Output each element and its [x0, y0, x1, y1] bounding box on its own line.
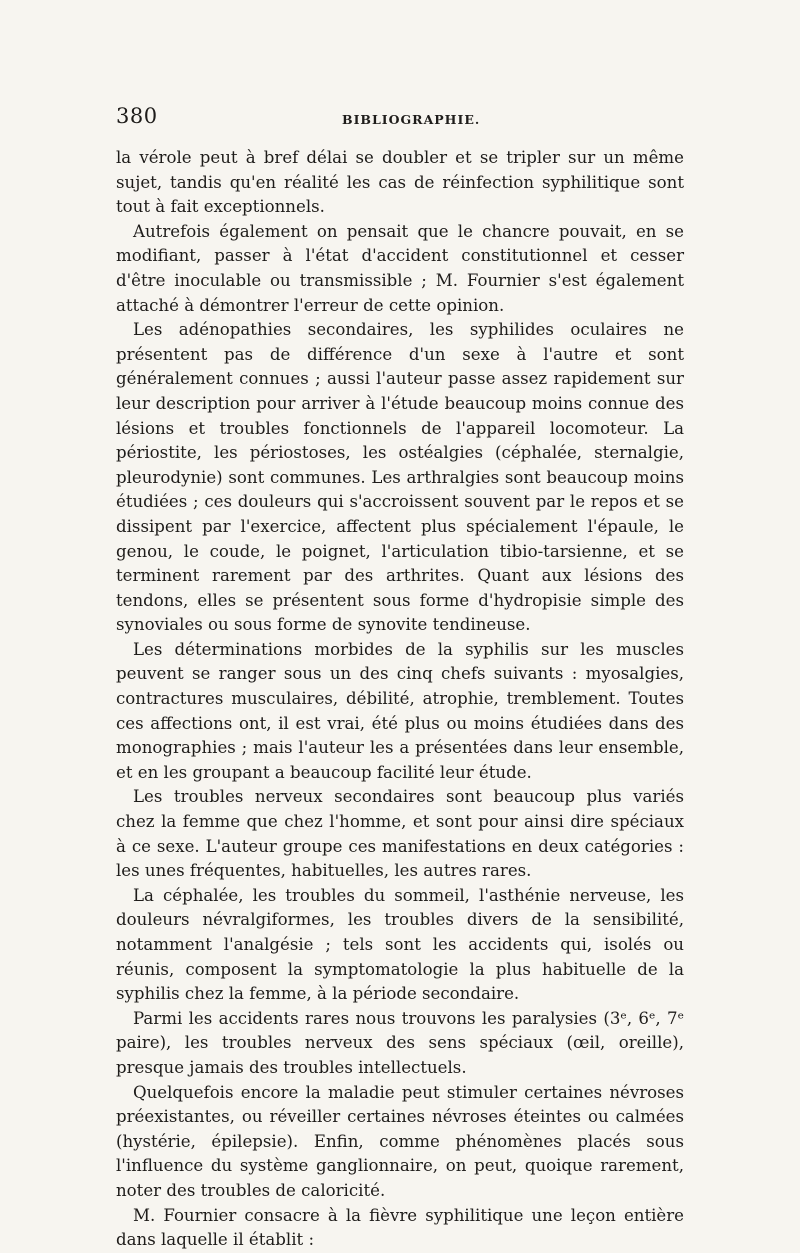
page-number: 380 — [116, 104, 158, 128]
paragraph: Les troubles nerveux secondaires sont beaucoup plus variés chez la femme que chez l'homme, et sont pour ainsi dire spéciaux à ce sexe. L'auteur groupe ces manifestations en deux catégories : les unes fréquentes, habituelles, les autres rares. — [116, 787, 684, 881]
paragraph-continuation: la vérole peut à bref délai se doubler et se tripler sur un même sujet, tandis qu'en réalité les cas de réinfection syphilitique sont tout à fait exceptionnels. — [116, 148, 684, 217]
paragraph: La céphalée, les troubles du sommeil, l'asthénie nerveuse, les douleurs névralgiformes, les troubles divers de la sensibilité, notamment l'analgésie ; tels sont les accidents qui, isolés ou réunis, composent la symptomatologie la plus habituelle de la syphilis chez la femme, à la période secondaire. — [116, 885, 684, 1004]
body-text — [116, 146, 684, 1253]
paragraph: Quelquefois encore la maladie peut stimuler certaines névroses préexistantes, ou réveiller certaines névroses éteintes ou calmées (hystérie, épilepsie). Enfin, comme phénomènes placés sous l'influence du système ganglionnaire, on peut, quoique rarement, noter des troubles de caloricité. — [116, 1082, 684, 1200]
paragraph: Parmi les accidents rares nous trouvons les paralysies (3ᵉ, 6ᵉ, 7ᵉ paire), les troubles nerveux des sens spéciaux (œil, oreille), presque jamais des troubles intellectuels. — [116, 1008, 684, 1077]
paragraph: M. Fournier consacre à la fièvre syphilitique une leçon entière dans laquelle il établit : — [116, 1205, 684, 1250]
paragraph: Les déterminations morbides de la syphilis sur les muscles peuvent se ranger sous un des cinq chefs suivants : myosalgies, contractures musculaires, débilité, atrophie, tremblement. Toutes ces affections ont, il est vrai, été plus ou moins étudiées dans des monographies ; mais l'auteur les a présentées dans leur ensemble, et en les groupant a beaucoup facilité leur étude. — [116, 639, 684, 782]
running-title: BIBLIOGRAPHIE. — [342, 112, 481, 127]
book-page — [116, 104, 684, 1253]
running-header — [116, 104, 684, 136]
paragraph: Les adénopathies secondaires, les syphilides oculaires ne présentent pas de différence d'un sexe à l'autre et sont généralement connues ; aussi l'auteur passe assez rapidement sur leur description pour arriver à l'étude beaucoup moins connue des lésions et troubles fonctionnels de l'appareil locomoteur. La périostite, les périostoses, les ostéalgies (céphalée, sternalgie, pleurodynie) sont communes. Les arthralgies sont beaucoup moins étudiées ; ces douleurs qui s'accroissent souvent par le repos et se dissipent par l'exercice, affectent plus spécialement l'épaule, le genou, le coude, le poignet, l'articulation tibio-tarsienne, et se terminent rarement par des arthrites. Quant aux lésions des tendons, elles se présentent sous forme d'hydropisie simple des synoviales ou sous forme de synovite tendineuse. — [116, 320, 684, 635]
paragraph: Autrefois également on pensait que le chancre pouvait, en se modifiant, passer à l'état d'accident constitutionnel et cesser d'être inoculable ou transmissible ; M. Fournier s'est également attaché à démontrer l'erreur de cette opinion. — [116, 221, 684, 315]
